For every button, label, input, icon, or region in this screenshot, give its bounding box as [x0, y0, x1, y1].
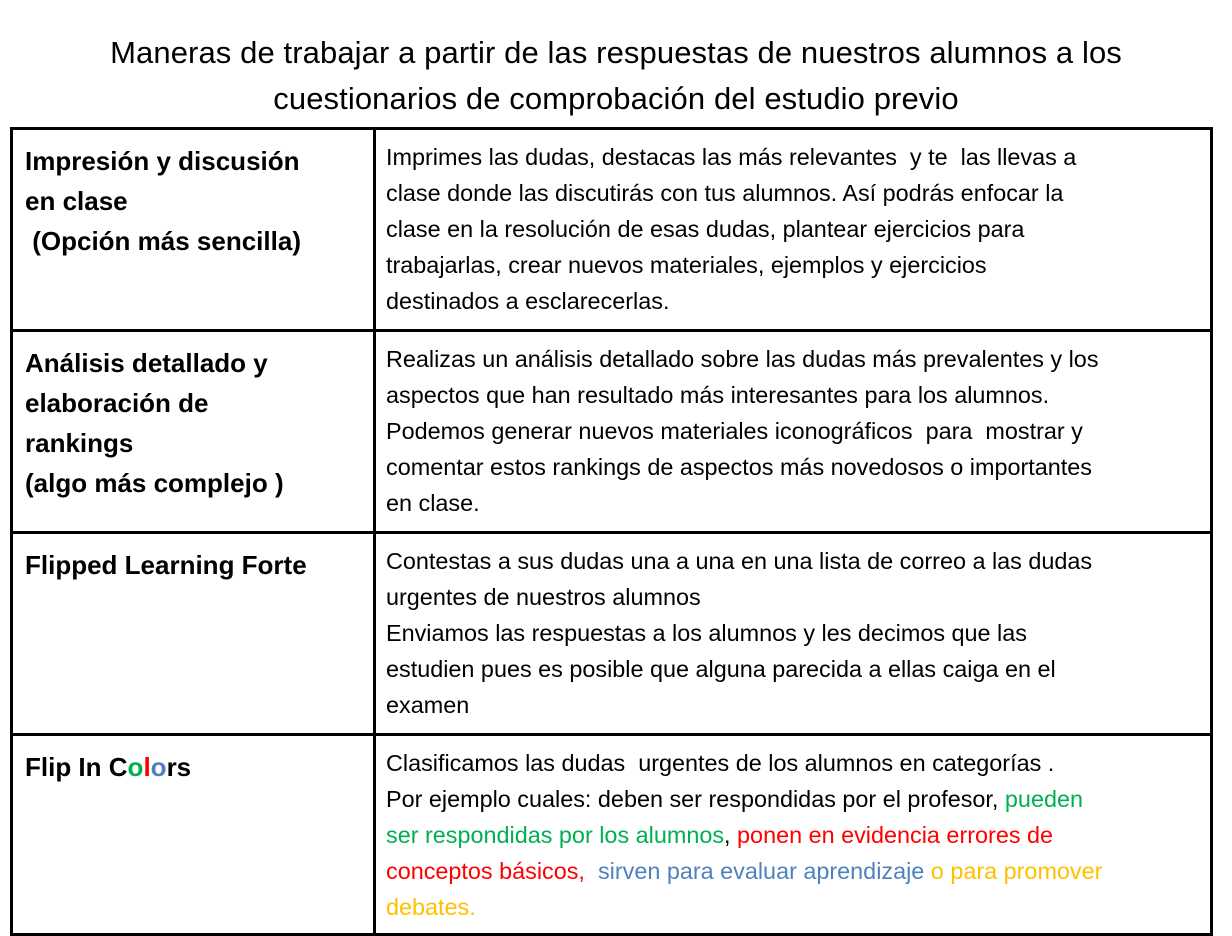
description-line: destinados a esclarecerlas.	[386, 288, 670, 314]
method-name-line: rankings	[25, 428, 134, 458]
description-line	[386, 853, 1204, 889]
description-line: Enviamos las respuestas a los alumnos y les decimos que las	[386, 620, 1027, 646]
method-name-cell	[12, 129, 375, 331]
method-description-cell	[375, 331, 1212, 533]
method-name-line: Flipped Learning Forte	[25, 550, 307, 580]
description-segment: Por ejemplo cuales: deben ser respondidas por el profesor,	[386, 786, 1005, 812]
description-line: trabajarlas, crear nuevos materiales, ejemplos y ejercicios	[386, 252, 987, 278]
table-row	[12, 129, 1212, 331]
method-name-part: rs	[166, 752, 192, 782]
method-name-line: (Opción más sencilla)	[25, 226, 301, 256]
category-debates-text: o para promover	[924, 858, 1103, 884]
colored-letter-blue: o	[150, 752, 167, 782]
category-debates-text: debates.	[386, 894, 476, 920]
category-errors-text: conceptos básicos,	[386, 858, 585, 884]
description-segment	[585, 858, 598, 884]
category-errors-text: ponen en evidencia errores de	[737, 822, 1054, 848]
description-line: clase donde las discutirás con tus alumnos. Así podrás enfocar la	[386, 180, 1064, 206]
description-line: Podemos generar nuevos materiales iconográficos para mostrar y	[386, 418, 1083, 444]
method-name-line: Impresión y discusión	[25, 146, 300, 176]
method-name-cell	[12, 735, 375, 935]
description-segment: ,	[724, 822, 738, 848]
page-title-line-2: cuestionarios de comprobación del estudio previo	[273, 81, 959, 116]
category-students-text: pueden	[1004, 786, 1083, 812]
table-row	[12, 533, 1212, 735]
method-name-cell	[12, 331, 375, 533]
description-line: estudien pues es posible que alguna parecida a ellas caiga en el	[386, 656, 1056, 682]
description-line: comentar estos rankings de aspectos más novedosos o importantes	[386, 454, 1092, 480]
page-title	[0, 30, 1232, 122]
description-line: Clasificamos las dudas urgentes de los alumnos en categorías .	[386, 750, 1055, 776]
method-description-cell	[375, 129, 1212, 331]
method-name-line: Análisis detallado y	[25, 348, 268, 378]
method-name-line: elaboración de	[25, 388, 209, 418]
colored-letter-red: l	[143, 752, 151, 782]
description-line: aspectos que han resultado más interesantes para los alumnos.	[386, 382, 1050, 408]
method-description-cell	[375, 735, 1212, 935]
category-students-text: ser respondidas por los alumnos	[386, 822, 725, 848]
methods-table	[10, 127, 1213, 936]
description-line	[386, 781, 1204, 817]
method-name-part: Flip In C	[25, 752, 128, 782]
description-line: clase en la resolución de esas dudas, plantear ejercicios para	[386, 216, 1025, 242]
description-line: en clase.	[386, 490, 480, 516]
description-line	[386, 817, 1204, 853]
description-line: urgentes de nuestros alumnos	[386, 584, 701, 610]
description-line: Imprimes las dudas, destacas las más relevantes y te las llevas a	[386, 144, 1077, 170]
description-line: Contestas a sus dudas una a una en una lista de correo a las dudas	[386, 548, 1093, 574]
description-line: Realizas un análisis detallado sobre las dudas más prevalentes y los	[386, 346, 1099, 372]
method-description-cell	[375, 533, 1212, 735]
category-evaluate-text: sirven para evaluar aprendizaje	[597, 858, 925, 884]
page-title-line-1: Maneras de trabajar a partir de las respuestas de nuestros alumnos a los	[110, 35, 1122, 70]
table-row	[12, 735, 1212, 935]
method-name-line	[25, 747, 365, 787]
table-row	[12, 331, 1212, 533]
method-name-line: en clase	[25, 186, 128, 216]
method-name-cell	[12, 533, 375, 735]
colored-letter-green: o	[127, 752, 144, 782]
description-line: examen	[386, 692, 470, 718]
method-name-line: (algo más complejo )	[25, 468, 284, 498]
